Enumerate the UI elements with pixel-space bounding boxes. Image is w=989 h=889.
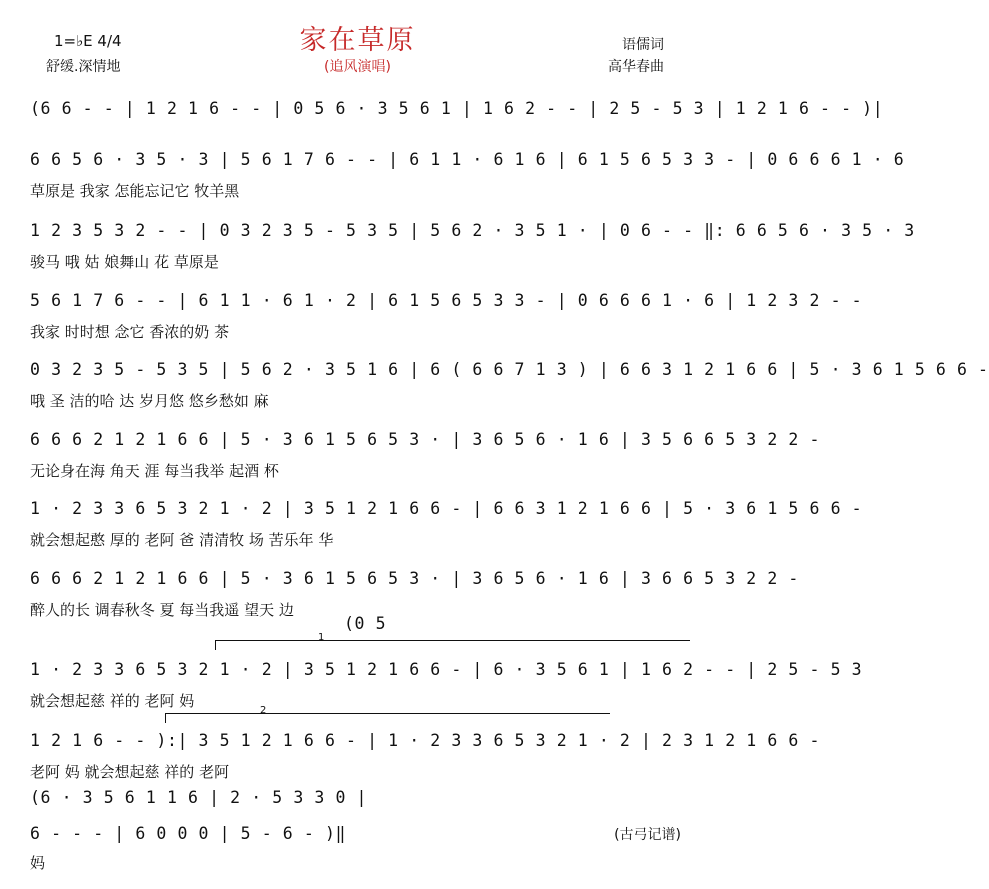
lyric-line-4: 我家 时时想 念它 香浓的奶 茶 — [30, 323, 230, 341]
score-line-3: 1 2 3 5 3 2 - - | 0 3 2 3 5 - 5 3 5 | 5 6 2 · 3 5 1 · | 0 6 - - ‖: 6 6 5 6 · 3 5 · 3 — [30, 221, 915, 240]
first-ending-bracket-left — [215, 640, 216, 650]
lyric-line-2: 草原是 我家 怎能忘记它 牧羊黑 — [30, 182, 240, 200]
score-line-11: (6 · 3 5 6 1 1 6 | 2 · 5 3 3 0 | — [30, 788, 368, 807]
song-title: 家在草原 — [299, 25, 416, 56]
second-ending-bracket — [165, 713, 610, 714]
lyric-line-6: 无论身在海 角天 涯 每当我举 起酒 杯 — [30, 462, 279, 480]
lyric-line-12: 妈 — [30, 854, 46, 872]
composer-credit: 高华春曲 — [608, 59, 664, 75]
lyricist-credit: 语儒词 — [622, 37, 664, 53]
singer-credit: (追风演唱) — [324, 59, 391, 75]
score-line-7: 1 · 2 3 3 6 5 3 2 1 · 2 | 3 5 1 2 1 6 6 - | 6 6 3 1 2 1 6 6 | 5 · 3 6 1 5 6 6 - — [30, 499, 863, 518]
score-line-5: 0 3 2 3 5 - 5 3 5 | 5 6 2 · 3 5 1 6 | 6 ( 6 6 7 1 3 ) | 6 6 3 1 2 1 6 6 | 5 · 3 6 1 5 6 6 - — [30, 360, 989, 379]
lyric-line-10: 老阿 妈 就会想起慈 祥的 老阿 — [30, 763, 230, 781]
transcriber-signature: (古弓记谱) — [614, 827, 681, 843]
first-ending-number: 1 — [318, 632, 325, 643]
ending-insert-notes: (0 5 — [344, 614, 387, 633]
score-line-6: 6 6 6 2 1 2 1 6 6 | 5 · 3 6 1 5 6 5 3 · | 3 6 5 6 · 1 6 | 3 5 6 6 5 3 2 2 - — [30, 430, 821, 449]
second-ending-number: 2 — [260, 705, 267, 716]
tempo-marking: 舒缓.深情地 — [46, 59, 121, 75]
lyric-line-8: 醉人的长 调春秋冬 夏 每当我遥 望天 边 — [30, 601, 294, 619]
key-signature: 1=♭E 4/4 — [54, 32, 122, 50]
second-ending-bracket-left — [165, 713, 166, 723]
score-line-9: 1 · 2 3 3 6 5 3 2 1 · 2 | 3 5 1 2 1 6 6 - | 6 · 3 5 6 1 | 1 6 2 - - | 2 5 - 5 3 — [30, 660, 863, 679]
score-line-2: 6 6 5 6 · 3 5 · 3 | 5 6 1 7 6 - - | 6 1 1 · 6 1 6 | 6 1 5 6 5 3 3 - | 0 6 6 6 1 · 6 — [30, 150, 905, 169]
lyric-line-9: 就会想起慈 祥的 老阿 妈 — [30, 692, 195, 710]
lyric-line-3: 骏马 哦 姑 娘舞山 花 草原是 — [30, 253, 219, 271]
score-line-1: (6 6 - - | 1 2 1 6 - - | 0 5 6 · 3 5 6 1 | 1 6 2 - - | 2 5 - 5 3 | 1 2 1 6 - - )| — [30, 99, 884, 118]
lyric-line-5: 哦 圣 洁的哈 达 岁月悠 悠乡愁如 麻 — [30, 392, 269, 410]
score-line-8: 6 6 6 2 1 2 1 6 6 | 5 · 3 6 1 5 6 5 3 · | 3 6 5 6 · 1 6 | 3 6 6 5 3 2 2 - — [30, 569, 799, 588]
score-line-4: 5 6 1 7 6 - - | 6 1 1 · 6 1 · 2 | 6 1 5 6 5 3 3 - | 0 6 6 6 1 · 6 | 1 2 3 2 - - — [30, 291, 863, 310]
lyric-line-7: 就会想起憨 厚的 老阿 爸 清清牧 场 苦乐年 华 — [30, 531, 334, 549]
score-line-12: 6 - - - | 6 0 0 0 | 5 - 6 - )‖ — [30, 824, 347, 843]
first-ending-bracket — [215, 640, 690, 641]
score-line-10: 1 2 1 6 - - ):| 3 5 1 2 1 6 6 - | 1 · 2 3 3 6 5 3 2 1 · 2 | 2 3 1 2 1 6 6 - — [30, 731, 821, 750]
